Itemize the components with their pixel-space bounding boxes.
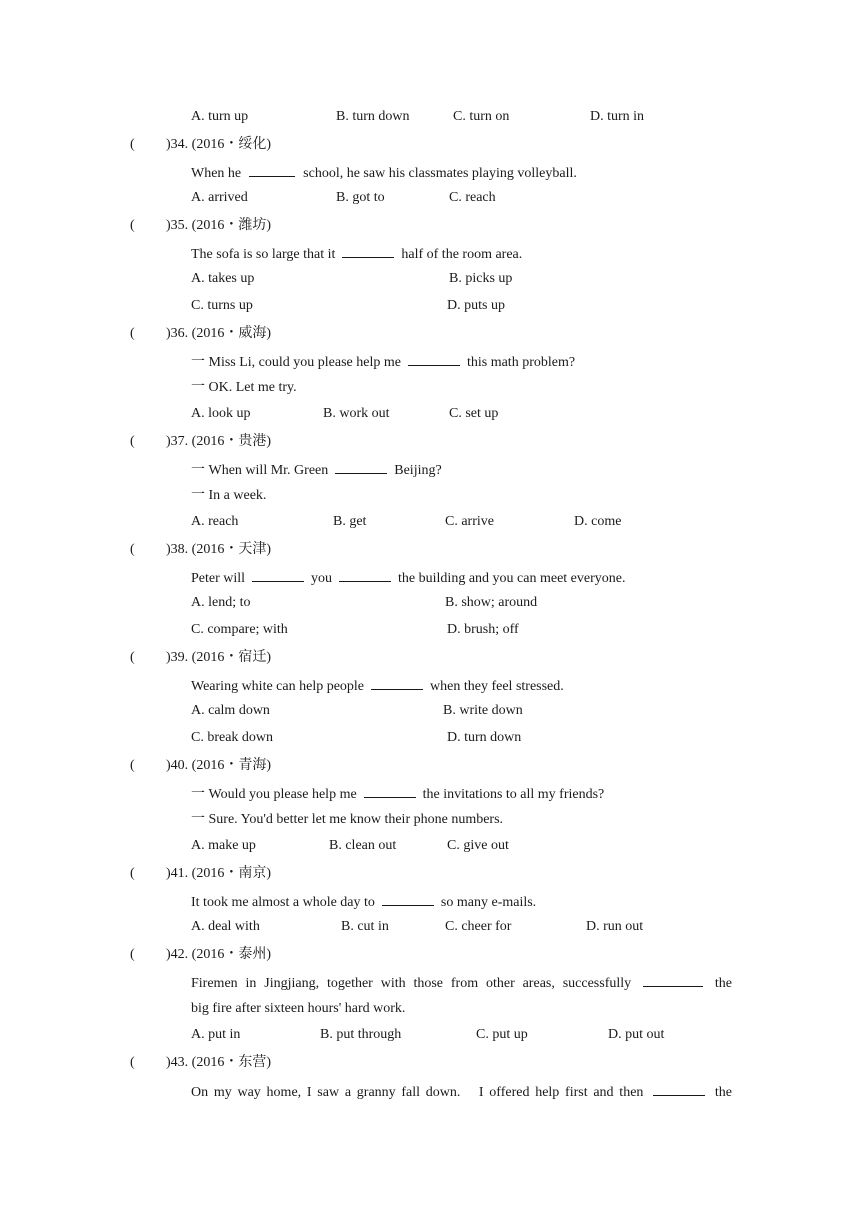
dialogue-reply: 一 OK. Let me try. (191, 380, 297, 395)
option-c: C. cheer for (445, 919, 512, 934)
answer-paren: ( (130, 650, 135, 665)
option-a: A. deal with (191, 919, 260, 934)
question-number: )40. (2016・青海) (166, 758, 271, 773)
option-c: C. put up (476, 1027, 528, 1042)
option-b: B. put through (320, 1027, 402, 1042)
answer-blank (342, 244, 394, 258)
question-text: 一 When will Mr. Green Beijing? (191, 460, 442, 480)
question-number: )43. (2016・东营) (166, 1055, 271, 1070)
question-number: )36. (2016・威海) (166, 326, 271, 341)
question-text: On my way home, I saw a granny fall down. I offered help first and then the (191, 1082, 732, 1102)
option-a: A. put in (191, 1027, 241, 1042)
answer-paren: ( (130, 326, 135, 341)
answer-blank (252, 568, 304, 582)
option-b: B. get (333, 514, 367, 529)
question-text: When he school, he saw his classmates playing volleyball. (191, 163, 577, 183)
option-c: C. reach (449, 190, 496, 205)
answer-paren: ( (130, 137, 135, 152)
answer-blank (408, 352, 460, 366)
option-b: B. turn down (336, 109, 410, 124)
question-text: It took me almost a whole day to so many e-mails. (191, 892, 536, 912)
option-c: C. turn on (453, 109, 510, 124)
option-a: A. reach (191, 514, 239, 529)
option-a: A. make up (191, 838, 256, 853)
question-number: )38. (2016・天津) (166, 542, 271, 557)
answer-paren: ( (130, 866, 135, 881)
answer-blank (364, 784, 416, 798)
option-a: A. look up (191, 406, 251, 421)
option-d: D. run out (586, 919, 644, 934)
option-a: A. calm down (191, 703, 270, 718)
question-number: )42. (2016・泰州) (166, 947, 271, 962)
option-d: D. turn in (590, 109, 645, 124)
option-b: B. cut in (341, 919, 389, 934)
answer-paren: ( (130, 542, 135, 557)
option-a: A. takes up (191, 271, 255, 286)
answer-blank (249, 163, 295, 177)
option-c: C. set up (449, 406, 499, 421)
answer-paren: ( (130, 218, 135, 233)
option-a: A. lend; to (191, 595, 251, 610)
option-b: B. picks up (449, 271, 513, 286)
option-c: C. turns up (191, 298, 253, 313)
answer-paren: ( (130, 1055, 135, 1070)
answer-blank (339, 568, 391, 582)
option-a: A. turn up (191, 109, 249, 124)
question-number: )41. (2016・南京) (166, 866, 271, 881)
question-text: 一 Miss Li, could you please help me this math problem? (191, 352, 575, 372)
answer-blank (371, 676, 423, 690)
option-d: D. brush; off (447, 622, 519, 637)
option-d: D. come (574, 514, 622, 529)
question-number: )37. (2016・贵港) (166, 434, 271, 449)
question-text: Wearing white can help people when they feel stressed. (191, 676, 564, 696)
answer-blank (382, 892, 434, 906)
option-c: C. compare; with (191, 622, 288, 637)
question-number: )34. (2016・绥化) (166, 137, 271, 152)
option-c: C. arrive (445, 514, 494, 529)
answer-blank (653, 1082, 705, 1096)
question-text: The sofa is so large that it half of the room area. (191, 244, 522, 264)
question-number: )39. (2016・宿迁) (166, 650, 271, 665)
question-text: Firemen in Jingjiang, together with those from other areas, successfully the (191, 973, 732, 993)
option-d: D. put out (608, 1027, 665, 1042)
option-b: B. got to (336, 190, 385, 205)
question-number: )35. (2016・潍坊) (166, 218, 271, 233)
answer-blank (643, 973, 703, 987)
option-d: D. turn down (447, 730, 522, 745)
option-b: B. clean out (329, 838, 397, 853)
answer-paren: ( (130, 947, 135, 962)
option-b: B. show; around (445, 595, 538, 610)
question-text-continued: big fire after sixteen hours' hard work. (191, 1001, 406, 1016)
answer-paren: ( (130, 758, 135, 773)
answer-blank (335, 460, 387, 474)
option-a: A. arrived (191, 190, 248, 205)
question-text: 一 Would you please help me the invitations to all my friends? (191, 784, 604, 804)
dialogue-reply: 一 Sure. You'd better let me know their phone numbers. (191, 812, 504, 827)
answer-paren: ( (130, 434, 135, 449)
question-text: Peter will you the building and you can meet everyone. (191, 568, 625, 588)
option-d: D. puts up (447, 298, 505, 313)
dialogue-reply: 一 In a week. (191, 488, 267, 503)
option-c: C. give out (447, 838, 509, 853)
option-b: B. work out (323, 406, 390, 421)
option-b: B. write down (443, 703, 523, 718)
option-c: C. break down (191, 730, 274, 745)
